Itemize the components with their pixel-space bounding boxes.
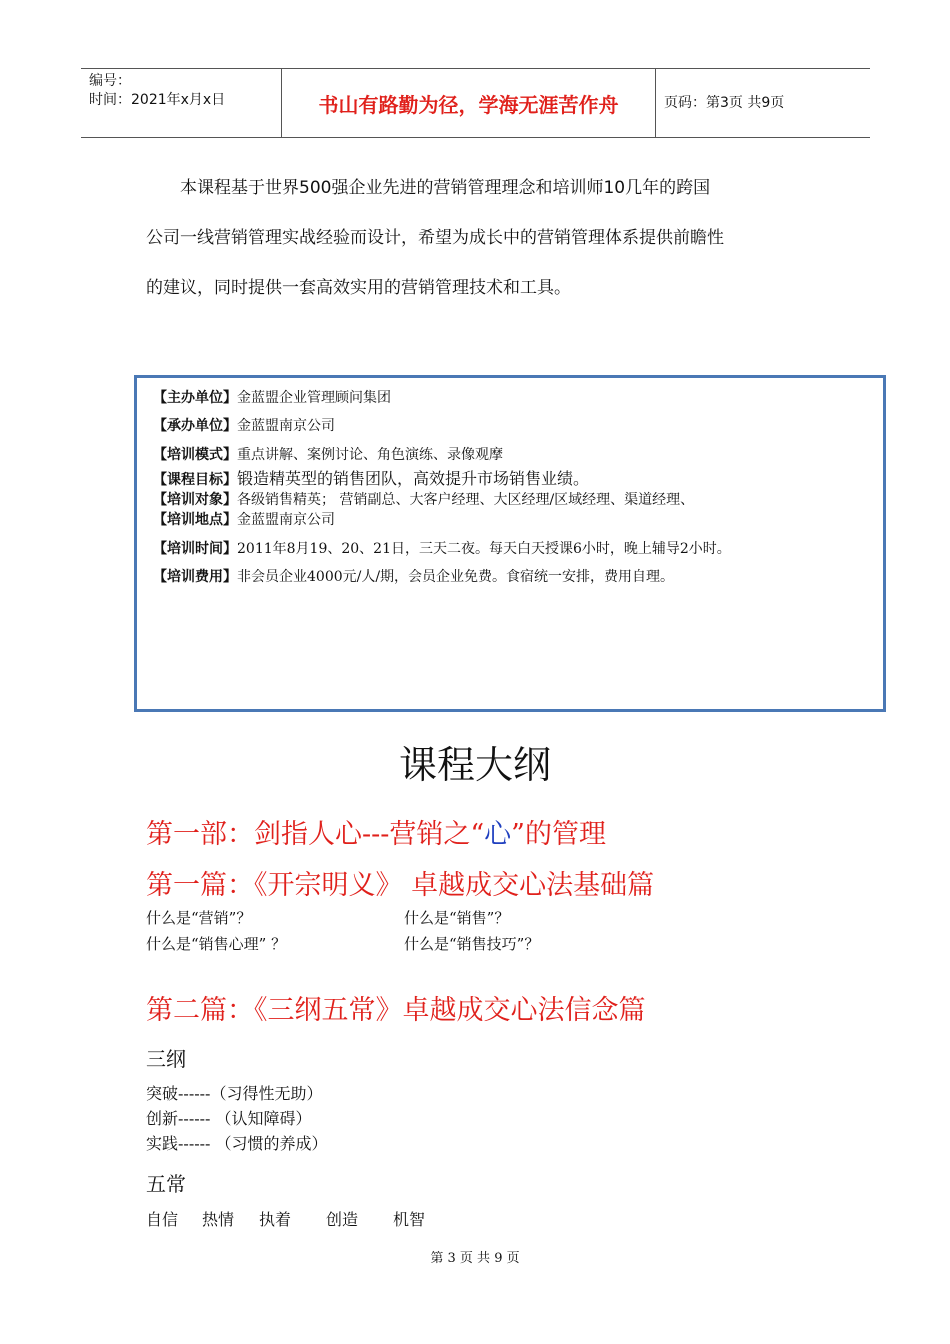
- info-time-key: 【培训时间】: [153, 541, 237, 557]
- info-target-value: 各级销售精英； 营销副总、大客户经理、大区经理/区域经理、渠道经理、: [237, 492, 695, 508]
- wuchang-item-4: 创造: [326, 1210, 359, 1229]
- info-mode: [153, 444, 503, 464]
- info-location: [153, 509, 335, 529]
- header-motto-cell: [282, 69, 656, 137]
- info-fee-value: 非会员企业4000元/人/期，会员企业免费。食宿统一安排，费用自理。: [237, 569, 675, 585]
- chapter-two-heading: 第二篇：《三纲五常》卓越成交心法信念篇: [146, 995, 646, 1026]
- part-one-heading: [146, 812, 606, 851]
- info-target: [153, 489, 694, 509]
- header-table: [81, 68, 870, 138]
- sangang-item-3: 实践------ （习惯的养成）: [146, 1134, 328, 1153]
- info-mode-key: 【培训模式】: [153, 447, 237, 463]
- info-fee: [153, 566, 674, 586]
- header-meta-cell: [81, 69, 282, 137]
- part-one-prefix: 第一部：剑指人心---营销之“: [146, 819, 485, 850]
- wuchang-item-2: 热情: [202, 1210, 235, 1229]
- info-location-key: 【培训地点】: [153, 512, 237, 528]
- wuchang-item-1: 自信: [146, 1210, 179, 1229]
- info-fee-key: 【培训费用】: [153, 569, 237, 585]
- question-marketing: 什么是“营销”？: [146, 909, 252, 927]
- part-one-heart: 心: [484, 819, 512, 850]
- info-goal: [153, 466, 589, 489]
- intro-line-1: 本课程基于世界500强企业先进的营销管理理念和培训师10几年的跨国: [180, 178, 711, 198]
- info-mode-value: 重点讲解、案例讨论、角色演练、录像观摩: [237, 447, 503, 463]
- serial-label: 编号：: [89, 73, 131, 89]
- motto: 书山有路勤为径，学海无涯苦作舟: [318, 92, 619, 117]
- info-organizer-key: 【承办单位】: [153, 418, 237, 434]
- page-label: 页码：第3页 共9页: [664, 95, 785, 111]
- part-one-suffix: ”的管理: [511, 819, 606, 850]
- sangang-item-2: 创新------ （认知障碍）: [146, 1109, 312, 1128]
- sangang-heading: 三纲: [146, 1047, 186, 1071]
- header-page-cell: [656, 69, 870, 137]
- info-host-value: 金蓝盟企业管理顾问集团: [237, 390, 391, 406]
- wuchang-heading: 五常: [146, 1172, 186, 1196]
- question-sales-psychology: 什么是“销售心理” ？: [146, 935, 287, 953]
- page-footer: 第 3 页 共 9 页: [430, 1251, 520, 1266]
- info-goal-value: 锻造精英型的销售团队，高效提升市场销售业绩。: [237, 469, 590, 488]
- question-sales-skills: 什么是“销售技巧”？: [404, 935, 540, 953]
- date-label: 时间：2021年x月x日: [89, 92, 226, 108]
- info-time: [153, 538, 731, 558]
- sangang-item-1: 突破------（习得性无助）: [146, 1084, 323, 1103]
- info-location-value: 金蓝盟南京公司: [237, 512, 335, 528]
- chapter-one-heading: 第一篇：《开宗明义》 卓越成交心法基础篇: [146, 870, 655, 901]
- intro-line-3: 的建议，同时提供一套高效实用的营销管理技术和工具。: [146, 278, 571, 298]
- info-goal-key: 【课程目标】: [153, 472, 237, 488]
- info-time-value: 2011年8月19、20、21日，三天二夜。每天白天授课6小时，晚上辅导2小时。: [237, 541, 731, 557]
- course-info-box: [134, 375, 886, 712]
- outline-title: 课程大纲: [398, 743, 551, 787]
- info-host-key: 【主办单位】: [153, 390, 237, 406]
- question-sales: 什么是“销售”？: [404, 909, 510, 927]
- info-target-key: 【培训对象】: [153, 492, 237, 508]
- info-organizer: [153, 415, 335, 435]
- info-organizer-value: 金蓝盟南京公司: [237, 418, 335, 434]
- intro-line-2: 公司一线营销管理实战经验而设计，希望为成长中的营销管理体系提供前瞻性: [146, 228, 724, 248]
- info-host: [153, 387, 391, 407]
- wuchang-item-5: 机智: [393, 1210, 426, 1229]
- wuchang-item-3: 执着: [259, 1210, 292, 1229]
